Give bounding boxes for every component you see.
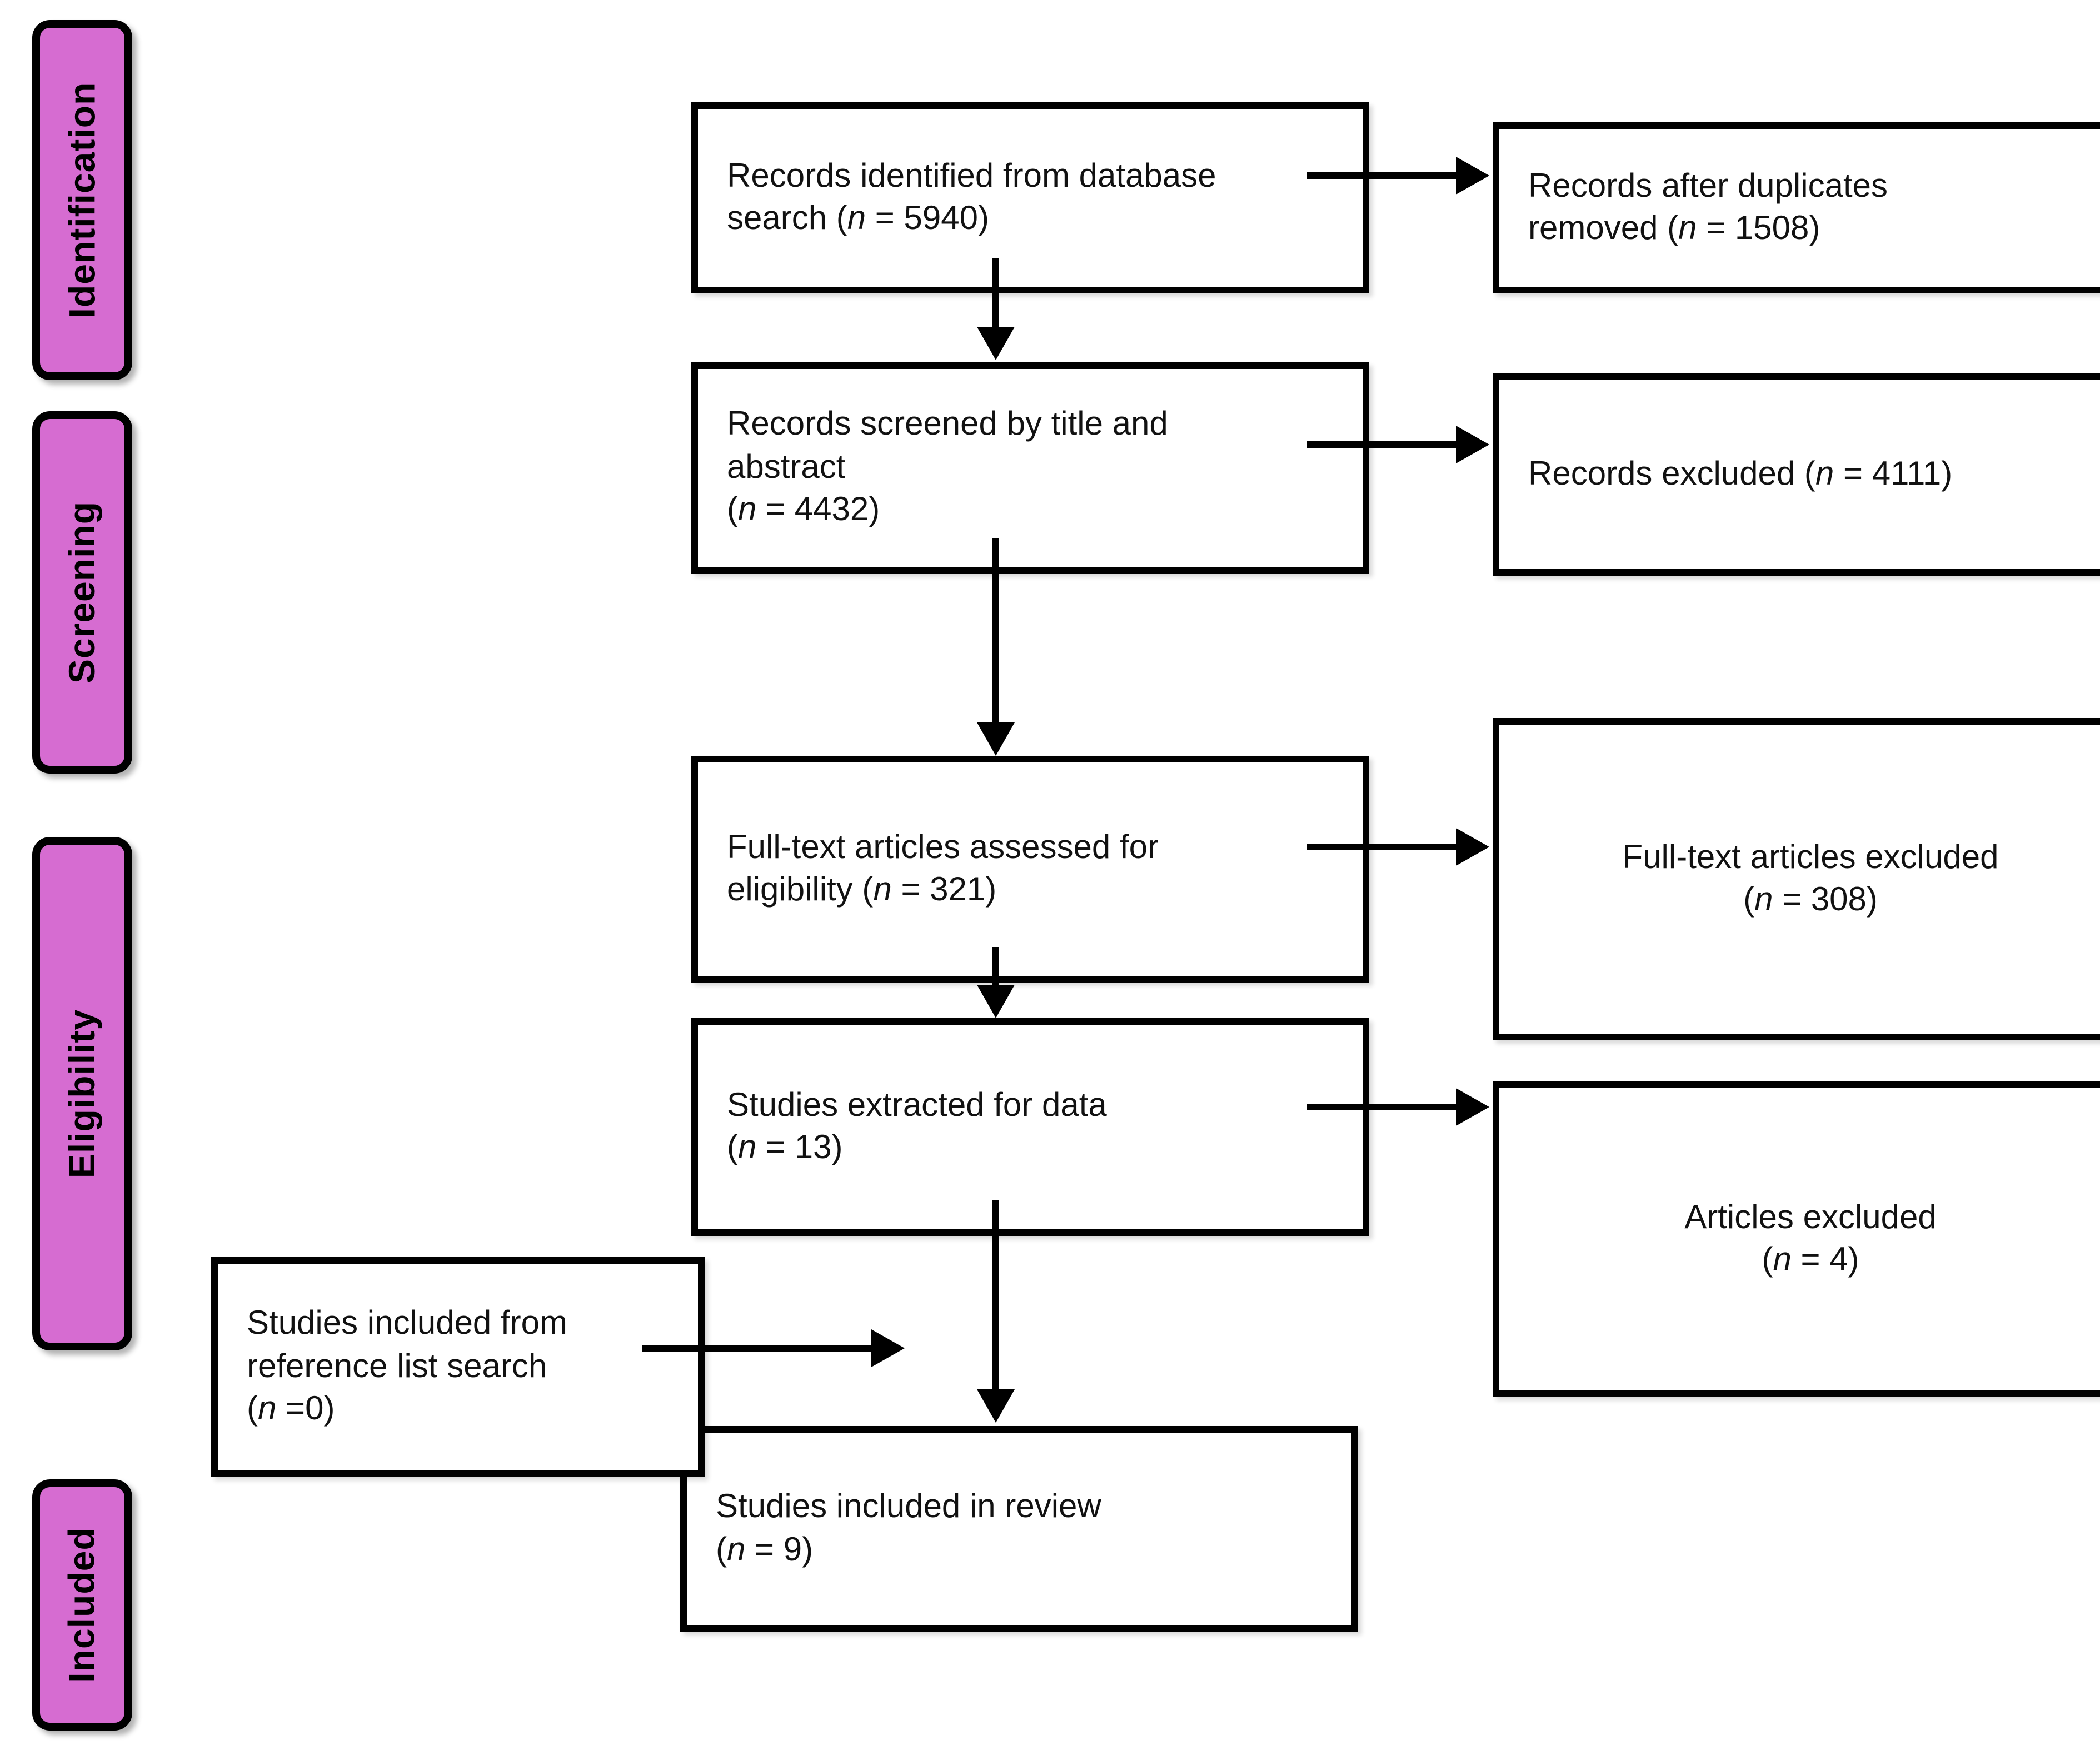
arrow-right-icon [871,1329,905,1367]
arrow-screened-to-fulltext-line [992,538,999,722]
box-text-line: Full-text articles assessed for [727,829,1159,866]
box-text-line: (n = 4432) [727,491,880,529]
box-duplicates-removed [1493,122,2100,293]
box-fulltext-excluded [1493,718,2100,1040]
box-text-line: (n = 308) [1743,881,1878,918]
box-text-line: (n = 9) [716,1531,814,1568]
box-text-line: Studies extracted for data [727,1086,1107,1124]
box-text-line: Studies included from [247,1305,567,1342]
stage-label-identification [32,20,132,380]
arrow-identified-to-screened-line [992,258,999,327]
stage-label-included [32,1479,132,1731]
box-studies-extracted [691,1018,1369,1236]
arrow-extracted-to-included-line [992,1200,999,1389]
arrow-down-icon [977,327,1015,360]
box-records-screened [691,362,1369,574]
arrow-right-icon [1456,426,1489,463]
box-text-line: search (n = 5940) [727,200,989,237]
box-text-line: abstract [727,448,846,486]
box-text-line: Articles excluded [1684,1199,1937,1236]
box-text-line: Records after duplicates [1528,167,1888,205]
arrow-right-icon [1456,828,1489,866]
stage-label-included-text: Included [61,1527,102,1683]
box-text-line: Studies included in review [716,1488,1101,1525]
arrow-extracted-to-articles-excluded-line [1307,1104,1460,1110]
stage-label-screening-text: Screening [61,501,102,684]
stage-label-identification-text: Identification [61,82,102,318]
arrow-down-icon [977,722,1015,756]
arrow-identified-to-duplicates-line [1307,172,1460,179]
box-records-excluded [1493,373,2100,576]
box-fulltext-assessed [691,756,1369,983]
arrow-fulltext-to-fulltext-excluded-line [1307,844,1460,850]
box-text-line: removed (n = 1508) [1528,210,1820,247]
stage-label-screening [32,411,132,774]
box-text-line: (n = 13) [727,1129,843,1166]
box-text-line: Records identified from database [727,157,1216,195]
arrow-fulltext-to-extracted-line [992,947,999,985]
box-text-line: Full-text articles excluded [1622,839,1999,876]
box-text-line: Records excluded (n = 4111) [1528,455,1953,492]
box-reference-list-search [211,1257,705,1477]
box-text-line: eligibility (n = 321) [727,871,997,908]
arrow-down-icon [977,985,1015,1018]
box-records-identified [691,102,1369,293]
arrow-right-icon [1456,157,1489,195]
stage-label-eligibility-text: Eligibility [61,1009,102,1179]
arrow-down-icon [977,1389,1015,1423]
box-text-line: Records screened by title and [727,406,1168,443]
box-studies-included-review [680,1426,1358,1632]
arrow-reference-to-flow-line [642,1345,871,1352]
box-articles-excluded [1493,1081,2100,1397]
box-text-line: reference list search [247,1348,547,1385]
stage-label-eligibility [32,837,132,1350]
arrow-right-icon [1456,1088,1489,1126]
box-text-line: (n = 4) [1762,1242,1859,1278]
box-text-line: (n =0) [247,1390,335,1428]
arrow-screened-to-excluded-line [1307,441,1460,448]
